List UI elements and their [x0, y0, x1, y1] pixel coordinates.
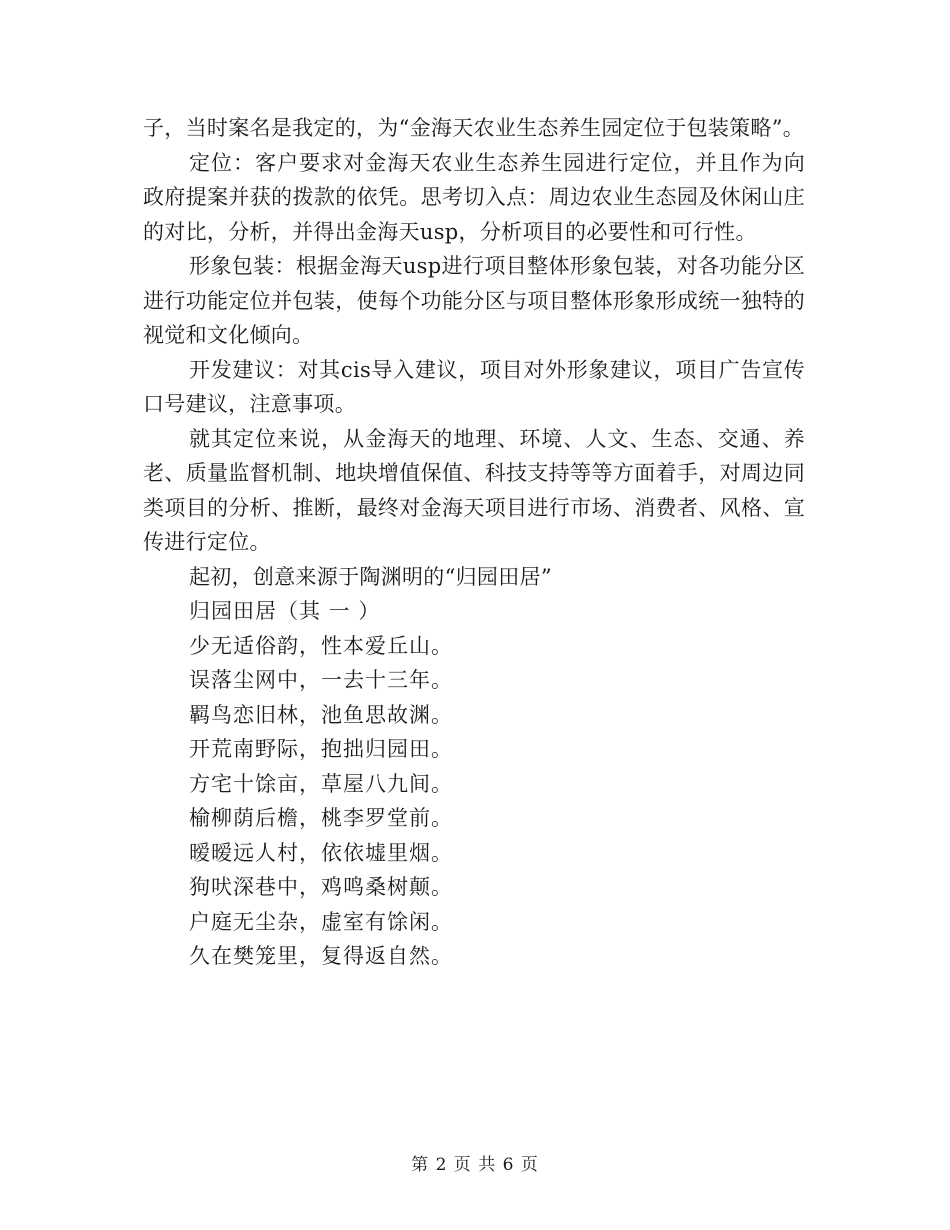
poem-line: 方宅十馀亩，草屋八九间。 [189, 771, 453, 796]
paragraph-continuation: 子，当时案名是我定的，为“金海天农业生态养生园定位于包装策略”。 [143, 116, 805, 140]
page-number-footer: 第 2 页 共 6 页 [411, 1155, 539, 1175]
paragraph-positioning-summary: 就其定位来说，从金海天的地理、环境、人文、生态、交通、养老、质量监督机制、地块增值保值、科技支持等等方面着手，对周边同类项目的分析、推断，最终对金海天项目进行市场、消费者、风格、宣传进行定位。 [143, 426, 805, 554]
poem-line: 少无适俗韵，性本爱丘山。 [189, 633, 453, 658]
poem-title: 归园田居（其 一 ） [189, 599, 381, 623]
poem-line: 误落尘网中，一去十三年。 [189, 668, 453, 692]
poem-line: 狗吠深巷中，鸡鸣桑树颠。 [189, 875, 453, 899]
poem-line: 暧暧远人村，依依墟里烟。 [189, 840, 453, 865]
poem-line: 户庭无尘杂，虚室有馀闲。 [189, 909, 453, 934]
poem-line: 久在樊笼里，复得返自然。 [189, 944, 453, 968]
paragraph-image-packaging: 形象包装：根据金海天usp进行项目整体形象包装，对各功能分区进行功能定位并包装，使每个功能分区与项目整体形象形成统一独特的视觉和文化倾向。 [143, 254, 805, 347]
paragraph-development-advice: 开发建议：对其cis导入建议，项目对外形象建议，项目广告宣传口号建议，注意事项。 [143, 357, 805, 416]
poem-line: 榆柳荫后檐，桃李罗堂前。 [189, 806, 453, 830]
poem-line: 羁鸟恋旧林，池鱼思故渊。 [189, 702, 453, 727]
paragraph-positioning: 定位：客户要求对金海天农业生态养生园进行定位，并且作为向政府提案并获的拨款的依凭。思考切入点：周边农业生态园及休闲山庄的对比，分析，并得出金海天usp，分析项目的必要性和可行性。 [143, 150, 805, 244]
poem-intro: 起初，创意来源于陶渊明的“归园田居” [189, 564, 552, 589]
document-body [143, 111, 805, 974]
poem-line: 开荒南野际，抱拙归园田。 [189, 737, 453, 761]
